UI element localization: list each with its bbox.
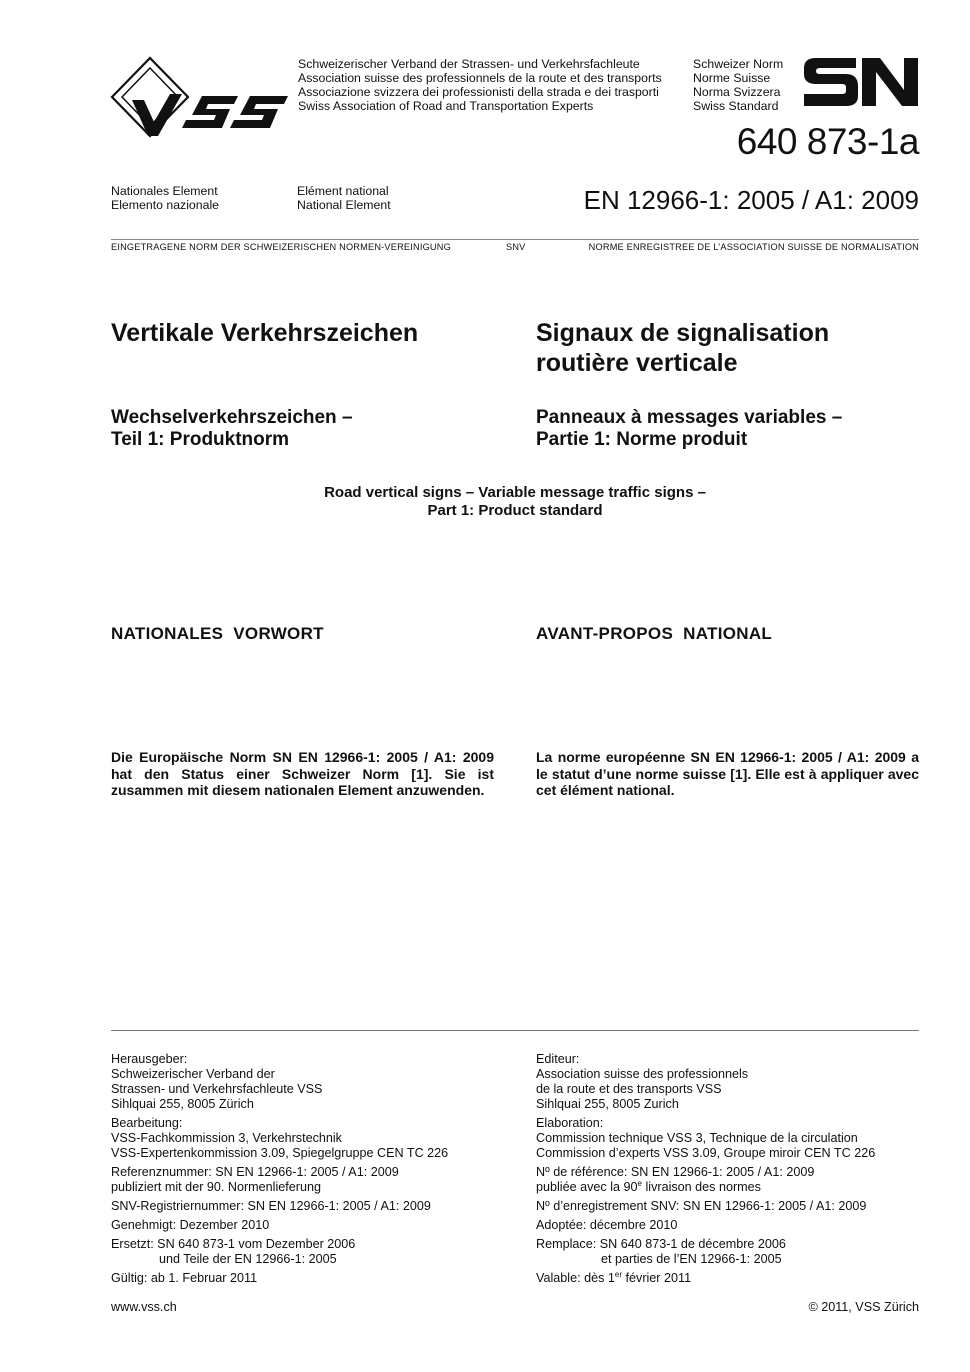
title-de: Vertikale Verkehrszeichen <box>111 319 419 347</box>
edit-label-fr: Elaboration: <box>536 1116 604 1130</box>
snv-reg-de: SNV-Registriernummer: SN EN 12966-1: 2005 / A1: 2009 <box>111 1199 431 1213</box>
ref-fr-1: Nº de référence: SN EN 12966-1: 2005 / A1: 2009 <box>536 1165 815 1179</box>
norm-type-en: Swiss Standard <box>693 99 779 113</box>
national-element-de <box>111 184 219 212</box>
norm-number: 640 873-1a <box>736 121 919 162</box>
norm-type-de: Schweizer Norm <box>693 57 784 71</box>
snv-reg-fr: Nº d’enregistrement SNV: SN EN 12966-1: 2005 / A1: 2009 <box>536 1199 867 1213</box>
approved-de: Genehmigt: Dezember 2010 <box>111 1218 270 1232</box>
publisher-de-1: Schweizerischer Verband der <box>111 1067 275 1081</box>
replaces-fr-2: et parties de l’EN 12966-1: 2005 <box>601 1252 782 1266</box>
publisher-label-fr: Editeur: <box>536 1052 580 1066</box>
ref-de-1: Referenznummer: SN EN 12966-1: 2005 / A1: 2009 <box>111 1165 399 1179</box>
title-fr <box>536 318 829 378</box>
association-line-it: Associazione svizzera dei professionisti della strada e dei trasporti <box>298 85 659 99</box>
element-de-line-2: Elemento nazionale <box>111 198 220 212</box>
edit-label-de: Bearbeitung: <box>111 1116 183 1130</box>
norm-type-block <box>693 57 783 113</box>
ref-fr-2 <box>536 1180 936 1195</box>
edit-fr-1: Commission technique VSS 3, Technique de la circulation <box>536 1131 858 1145</box>
national-element-fr <box>297 184 391 212</box>
ref-de-2: publiziert mit der 90. Normenlieferung <box>111 1180 321 1194</box>
subtitle-fr-line-2: Partie 1: Norme produit <box>536 429 748 450</box>
footer-de <box>111 1052 511 1290</box>
norm-type-fr: Norme Suisse <box>693 71 771 85</box>
publisher-de-3: Sihlquai 255, 8005 Zürich <box>111 1097 254 1111</box>
subtitle-de-line-1: Wechselverkehrszeichen – <box>111 407 353 428</box>
subtitle-fr <box>536 407 842 451</box>
header-rule <box>111 239 919 240</box>
valid-fr <box>536 1271 936 1286</box>
subtitle-de-line-2: Teil 1: Produktnorm <box>111 429 290 450</box>
foreword-heading-fr: AVANT-PROPOS NATIONAL <box>536 624 773 643</box>
publisher-label-de: Herausgeber: <box>111 1052 188 1066</box>
subtitle-fr-line-1: Panneaux à messages variables – <box>536 407 843 428</box>
ref-fr-2-sup: e <box>637 1179 642 1188</box>
publisher-fr-3: Sihlquai 255, 8005 Zurich <box>536 1097 679 1111</box>
replaces-fr-1: Remplace: SN 640 873-1 de décembre 2006 <box>536 1237 786 1251</box>
footer-fr <box>536 1052 936 1290</box>
valid-fr-sup: er <box>614 1270 623 1279</box>
replaces-de-1: Ersetzt: SN 640 873-1 vom Dezember 2006 <box>111 1237 356 1251</box>
association-line-en: Swiss Association of Road and Transportation Experts <box>298 99 594 113</box>
valid-de: Gültig: ab 1. Februar 2011 <box>111 1271 258 1285</box>
foreword-text-de: Die Europäische Norm SN EN 12966-1: 2005 / A1: 2009 hat den Status einer Schweizer Norm [1]. Sie ist zusammen mit diesem nationalen Element anzuwenden. <box>111 749 494 798</box>
element-de-line-1: Nationales Element <box>111 184 218 198</box>
website-link[interactable]: www.vss.ch <box>111 1300 177 1314</box>
sn-logo <box>802 48 920 114</box>
foreword-heading-de: NATIONALES VORWORT <box>111 624 324 643</box>
edit-de-2: VSS-Expertenkommission 3.09, Spiegelgruppe CEN TC 226 <box>111 1146 449 1160</box>
association-line-fr: Association suisse des professionnels de la route et des transports <box>298 71 662 85</box>
element-fr-line-2: National Element <box>297 198 391 212</box>
registered-de: EINGETRAGENE NORM DER SCHWEIZERISCHEN NORMEN-VEREINIGUNG <box>111 242 451 252</box>
en-reference: EN 12966-1: 2005 / A1: 2009 <box>583 185 919 215</box>
ref-fr-2-pre: publiée avec la 90 <box>536 1180 638 1194</box>
title-fr-line-2: routière verticale <box>536 349 738 377</box>
ref-fr-2-post: livraison des normes <box>641 1180 761 1194</box>
title-en <box>111 484 919 520</box>
association-line-de: Schweizerischer Verband der Strassen- und Verkehrsfachleute <box>298 57 640 71</box>
replaces-de-2: und Teile der EN 12966-1: 2005 <box>159 1252 337 1266</box>
subtitle-de <box>111 407 353 451</box>
association-block <box>298 57 662 113</box>
registered-fr: NORME ENREGISTREE DE L’ASSOCIATION SUISSE DE NORMALISATION <box>588 242 919 252</box>
copyright: © 2011, VSS Zürich <box>808 1300 919 1314</box>
publisher-de-2: Strassen- und Verkehrsfachleute VSS <box>111 1082 323 1096</box>
title-fr-line-1: Signaux de signalisation <box>536 319 830 347</box>
footer-rule <box>111 1030 919 1031</box>
edit-de-1: VSS-Fachkommission 3, Verkehrstechnik <box>111 1131 342 1145</box>
edit-fr-2: Commission d’experts VSS 3.09, Groupe miroir CEN TC 226 <box>536 1146 876 1160</box>
valid-fr-post: février 2011 <box>622 1271 692 1285</box>
snv-label: SNV <box>506 242 526 252</box>
foreword-text-fr: La norme européenne SN EN 12966-1: 2005 / A1: 2009 a le statut d’une norme suisse [1]. Elle est à appliquer avec cet élément national. <box>536 749 919 798</box>
publisher-fr-2: de la route et des transports VSS <box>536 1082 722 1096</box>
vss-logo <box>110 56 290 140</box>
title-en-line-2: Part 1: Product standard <box>427 502 603 519</box>
valid-fr-pre: Valable: dès 1 <box>536 1271 615 1285</box>
approved-fr: Adoptée: décembre 2010 <box>536 1218 678 1232</box>
norm-type-it: Norma Svizzera <box>693 85 781 99</box>
element-fr-line-1: Elément national <box>297 184 389 198</box>
publisher-fr-1: Association suisse des professionnels <box>536 1067 749 1081</box>
title-en-line-1: Road vertical signs – Variable message traffic signs – <box>324 484 706 501</box>
